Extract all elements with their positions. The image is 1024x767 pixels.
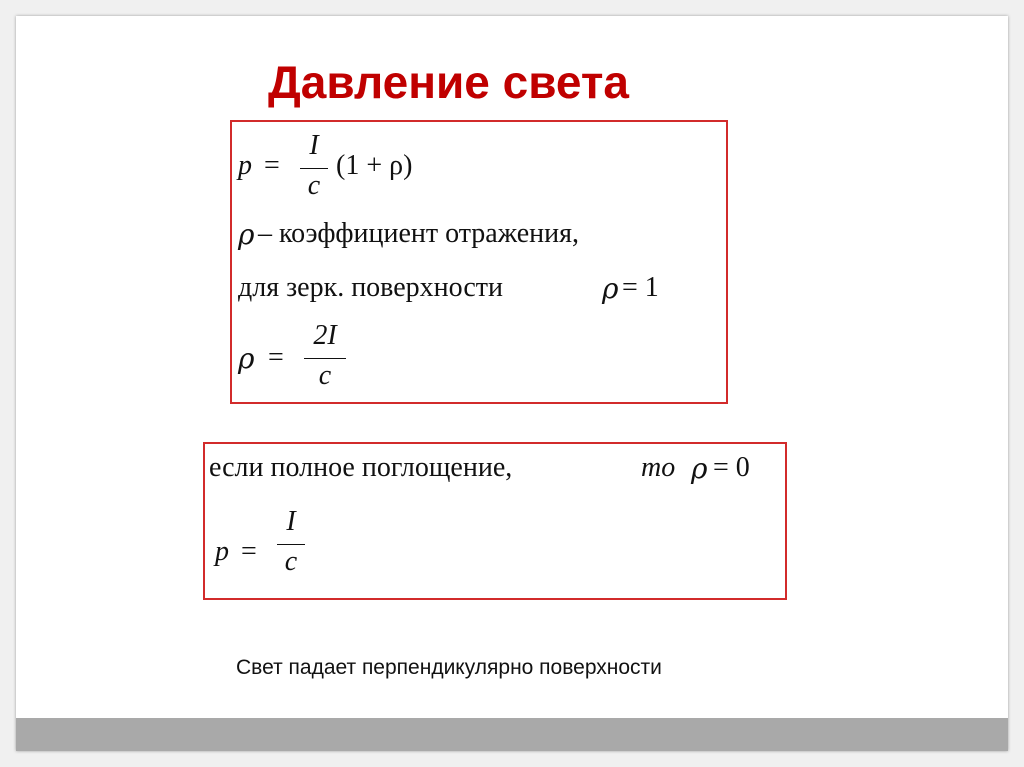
mirror-surface-text: для зерк. поверхности	[238, 272, 503, 303]
formula-box	[230, 120, 728, 404]
absorption-text: если полное поглощение,	[209, 452, 513, 483]
slide-title: Давление света	[268, 56, 629, 108]
factor-expression: (1 + ρ)	[336, 150, 413, 181]
intensity-fraction	[277, 506, 305, 586]
rho-symbol: ρ	[691, 452, 708, 485]
reflection-coefficient-text: – коэффициент отражения,	[258, 218, 579, 249]
fraction-bar	[304, 358, 346, 359]
double-intensity-fraction	[304, 320, 346, 400]
fraction-denominator: c	[284, 546, 298, 577]
fraction-numerator: I	[309, 130, 319, 161]
fraction-numerator: 2I	[313, 320, 337, 351]
slide-bottom-bar	[16, 718, 1008, 751]
fraction-bar	[300, 168, 328, 169]
rho-symbol: ρ	[238, 218, 255, 251]
rho-symbol: ρ	[238, 342, 255, 375]
equals-sign: =	[268, 342, 284, 373]
fraction-numerator: I	[286, 506, 296, 537]
then-word: то	[641, 452, 676, 483]
rho-symbol: ρ	[602, 272, 619, 305]
fraction-denominator: c	[318, 360, 332, 391]
absorption-box	[203, 442, 787, 600]
intensity-fraction	[300, 130, 328, 210]
rho-value: = 0	[713, 452, 750, 483]
rho-value: = 1	[622, 272, 659, 303]
caption: Свет падает перпендикулярно поверхности	[236, 656, 662, 679]
fraction-denominator: c	[307, 170, 321, 201]
equals-sign: =	[264, 150, 280, 181]
fraction-bar	[277, 544, 305, 545]
equals-sign: =	[241, 536, 257, 567]
pressure-symbol: p	[215, 536, 229, 567]
pressure-symbol: p	[238, 150, 252, 181]
